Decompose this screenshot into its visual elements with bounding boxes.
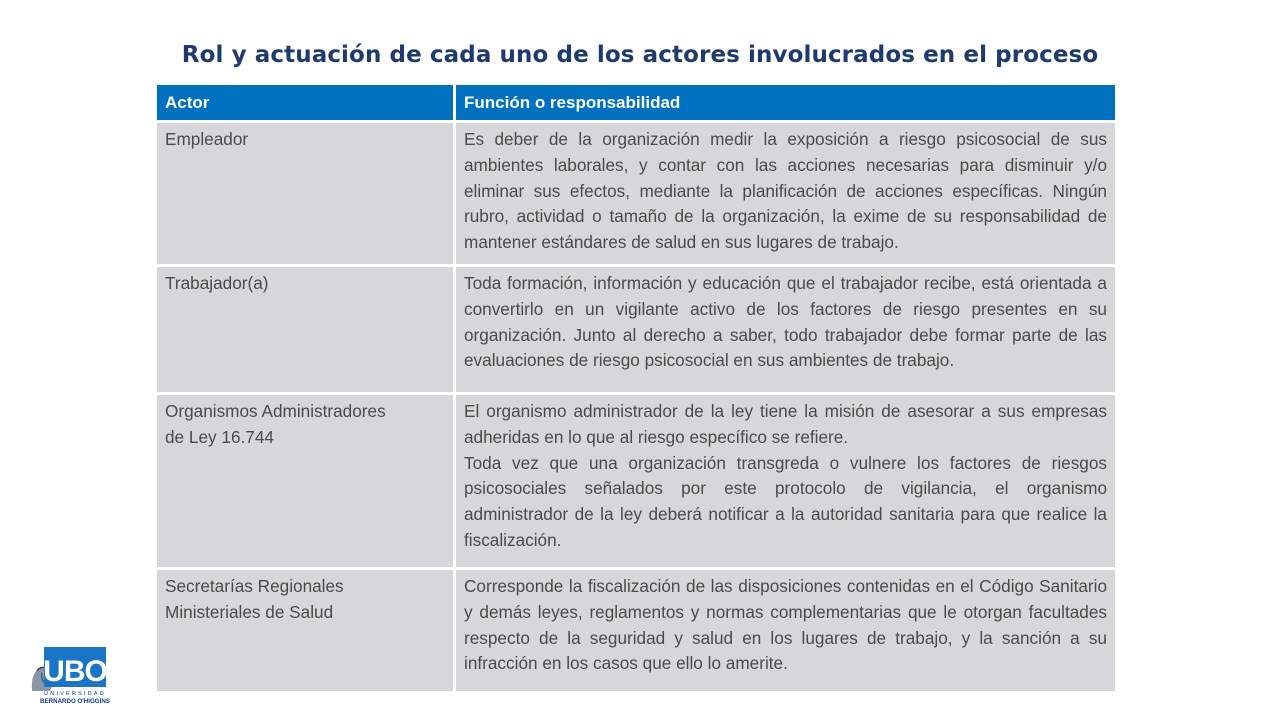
actor-line: Organismos Administradores — [165, 401, 386, 421]
slide-title: Rol y actuación de cada uno de los actores involucrados en el proceso — [181, 42, 1099, 68]
logo-acronym: UBO — [43, 655, 107, 688]
function-cell — [456, 395, 1115, 567]
logo-line1: UNIVERSIDAD — [44, 691, 106, 697]
function-paragraph: Toda vez que una organización transgreda o vulnere los factores de riesgos psicosociales señalados por este protocolo de vigilancia, el organismo administrador de la ley deberá notificar a la autoridad sanitaria para que realice la fiscalización. — [464, 452, 1107, 550]
actor-cell: Empleador — [157, 123, 453, 264]
header-function: Función o responsabilidad — [456, 85, 1115, 120]
actor-line: de Ley 16.744 — [165, 426, 274, 447]
table-row — [157, 395, 1115, 567]
function-cell: Corresponde la fiscalización de las disposiciones contenidas en el Código Sanitario y demás leyes, reglamentos y normas complementarias que le otorgan facultades respecto de la seguridad y salud en los lugares de trabajo, y la sanción a su infracción en los casos que ello lo amerite. — [456, 570, 1115, 691]
function-cell: Toda formación, información y educación que el trabajador recibe, está orientada a convertirlo en un vigilante activo de los factores de riesgo presentes en su organización. Junto al derecho a saber, todo trabajador debe formar parte de las evaluaciones de riesgo psicosocial en sus ambientes de trabajo. — [456, 267, 1115, 392]
ubo-logo — [28, 645, 110, 705]
roles-table-container — [157, 85, 1121, 693]
table-row — [157, 267, 1115, 392]
actor-line: Ministeriales de Salud — [165, 601, 334, 622]
header-actor: Actor — [157, 85, 453, 120]
logo-line2: BERNARDO O'HIGGINS — [40, 698, 110, 705]
function-paragraph: El organismo administrador de la ley tiene la misión de asesorar a sus empresas adheridas en lo que al riesgo específico se refiere. — [464, 401, 1107, 447]
actor-cell: Trabajador(a) — [157, 267, 453, 392]
roles-table — [154, 82, 1118, 694]
function-cell: Es deber de la organización medir la exposición a riesgo psicosocial de sus ambientes laborales, y contar con las acciones necesarias para disminuir y/o eliminar sus efectos, mediante la planificación de acciones específicas. Ningún rubro, actividad o tamaño de la organización, la exime de su responsabilidad de mantener estándares de salud en sus lugares de trabajo. — [456, 123, 1115, 264]
actor-cell — [157, 570, 453, 691]
actor-cell — [157, 395, 453, 567]
table-row — [157, 570, 1115, 691]
table-row — [157, 123, 1115, 264]
actor-line: Secretarías Regionales — [165, 576, 344, 596]
table-header-row — [157, 85, 1115, 120]
